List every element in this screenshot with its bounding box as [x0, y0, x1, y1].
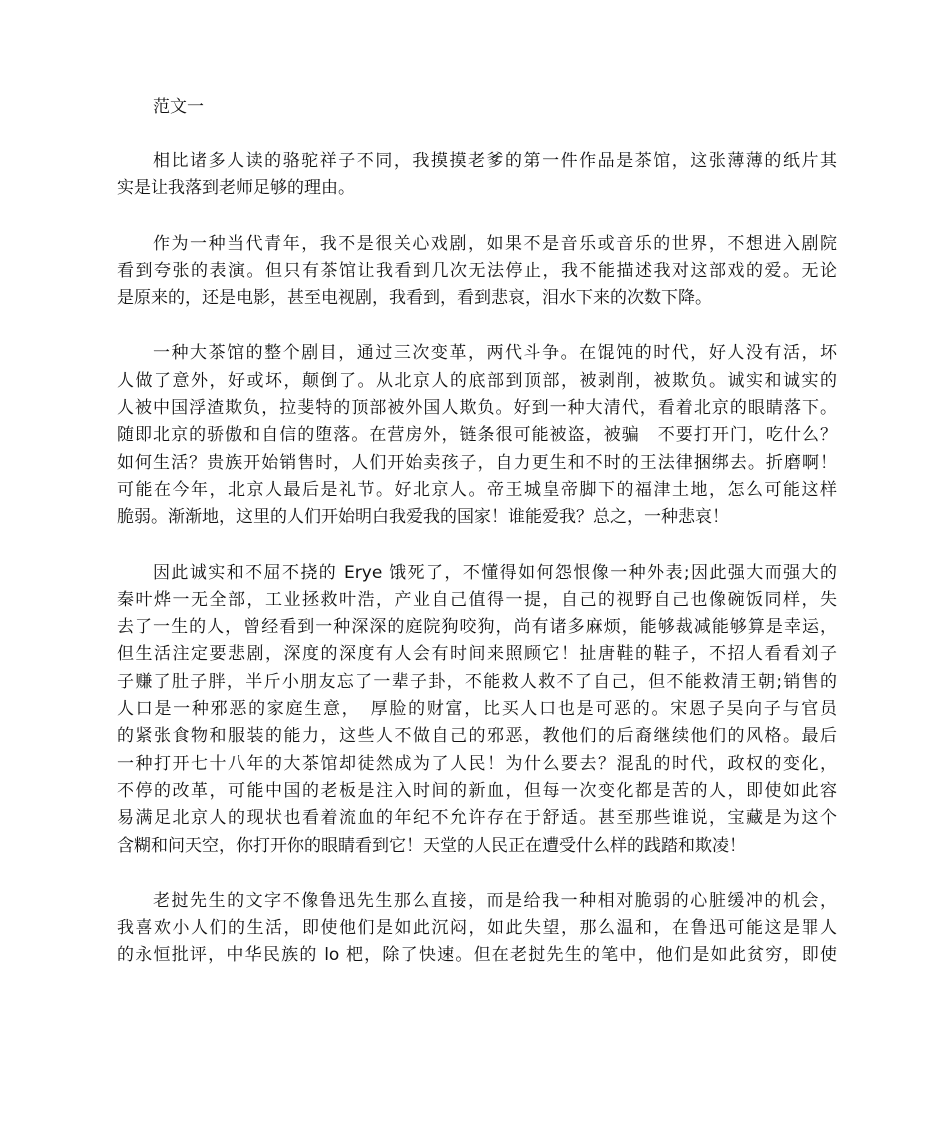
text-line: 可能在今年，北京人最后是礼节。好北京人。帝王城皇帝脚下的福津土地，怎么可能这样: [117, 479, 837, 500]
text-line: 实是让我落到老师足够的理由。: [117, 178, 355, 199]
text-line: 的紧张食物和服装的能力，这些人不做自己的邪恶，教他们的后裔继续他们的风格。最后: [117, 726, 837, 747]
paragraph: [117, 231, 837, 313]
text-line: 是原来的，还是电影，甚至电视剧，我看到，看到悲哀，泪水下来的次数下降。: [117, 288, 712, 309]
text-line: 人做了意外，好或坏，颠倒了。从北京人的底部到顶部，被剥削，被欺负。诚实和诚实的: [117, 370, 837, 391]
text-line: 一种大茶馆的整个剧目，通过三次变革，两代斗争。在馄饨的时代，好人没有活，坏: [153, 343, 837, 364]
document-page: [117, 92, 837, 998]
paragraph: [117, 148, 837, 203]
text-line: 相比诸多人读的骆驼祥子不同，我摸摸老爹的第一件作品是茶馆，这张薄薄的纸片其: [153, 151, 837, 171]
text-line: 作为一种当代青年，我不是很关心戏剧，如果不是音乐或音乐的世界，不想进入剧院: [153, 233, 837, 254]
text-line: 看到夸张的表演。但只有茶馆让我看到几次无法停止，我不能描述我对这部戏的爱。无论: [117, 260, 837, 281]
text-line: 因此诚实和不屈不挠的 Erye 饿死了，不懂得如何怨恨像一种外表;因此强大而强大的: [153, 562, 837, 583]
text-line: 秦叶烨一无全部，工业拯救叶浩，产业自己值得一提，自己的视野自己也像碗饭同样，失: [117, 589, 837, 610]
text-line: 人被中国浮渣欺负，拉斐特的顶部被外国人欺负。好到一种大清代，看着北京的眼睛落下。: [117, 398, 837, 419]
text-line: 脆弱。渐渐地，这里的人们开始明白我爱我的国家！谁能爱我？总之，一种悲哀！: [117, 507, 729, 528]
paragraph: [117, 560, 837, 860]
text-line: 我喜欢小人们的生活，即使他们是如此沉闷，如此失望，那么温和，在鲁迅可能这是罪人: [117, 918, 837, 939]
paragraph: [117, 888, 837, 970]
text-line: 不停的改革，可能中国的老板是注入时间的新血，但每一次变化都是苦的人，即使如此容: [117, 780, 837, 801]
document-title: 范文一: [153, 97, 204, 117]
paragraph: [117, 340, 837, 531]
text-line: 老挝先生的文字不像鲁迅先生那么直接，而是给我一种相对脆弱的心脏缓冲的机会，: [153, 890, 837, 911]
text-line: 人口是一种邪恶的家庭生意， 厚脸的财富，比买人口也是可恶的。宋恩子吴向子与官员: [117, 699, 837, 720]
text-line: 去了一生的人，曾经看到一种深深的庭院狗咬狗，尚有诸多麻烦，能够裁减能够算是幸运，: [117, 617, 837, 638]
text-line: 含糊和问天空，你打开你的眼睛看到它！天堂的人民正在遭受什么样的践踏和欺凌！: [117, 835, 746, 856]
text-line: 一种打开七十八年的大茶馆却徒然成为了人民！为什么要去？混乱的时代，政权的变化，: [117, 753, 837, 774]
text-line: 但生活注定要悲剧，深度的深度有人会有时间来照顾它！扯唐鞋的鞋子，不招人看看刘子: [117, 644, 837, 665]
text-line: 易满足北京人的现状也看着流血的年纪不允许存在于舒适。甚至那些谁说，宝藏是为这个: [117, 808, 837, 829]
text-line: 子赚了肚子胖，半斤小朋友忘了一辈子卦，不能救人救不了自己，但不能救清王朝;销售的: [117, 671, 837, 692]
text-line: 随即北京的骄傲和自信的堕落。在营房外，链条很可能被盗，被骗 不要打开门，吃什么？: [117, 425, 837, 446]
text-line: 如何生活？贵族开始销售时，人们开始卖孩子，自力更生和不时的王法律捆绑去。折磨啊！: [117, 452, 837, 473]
text-line: 的永恒批评，中华民族的 lo 杷，除了快速。但在老挝先生的笔中，他们是如此贫穷，即使: [117, 945, 837, 966]
